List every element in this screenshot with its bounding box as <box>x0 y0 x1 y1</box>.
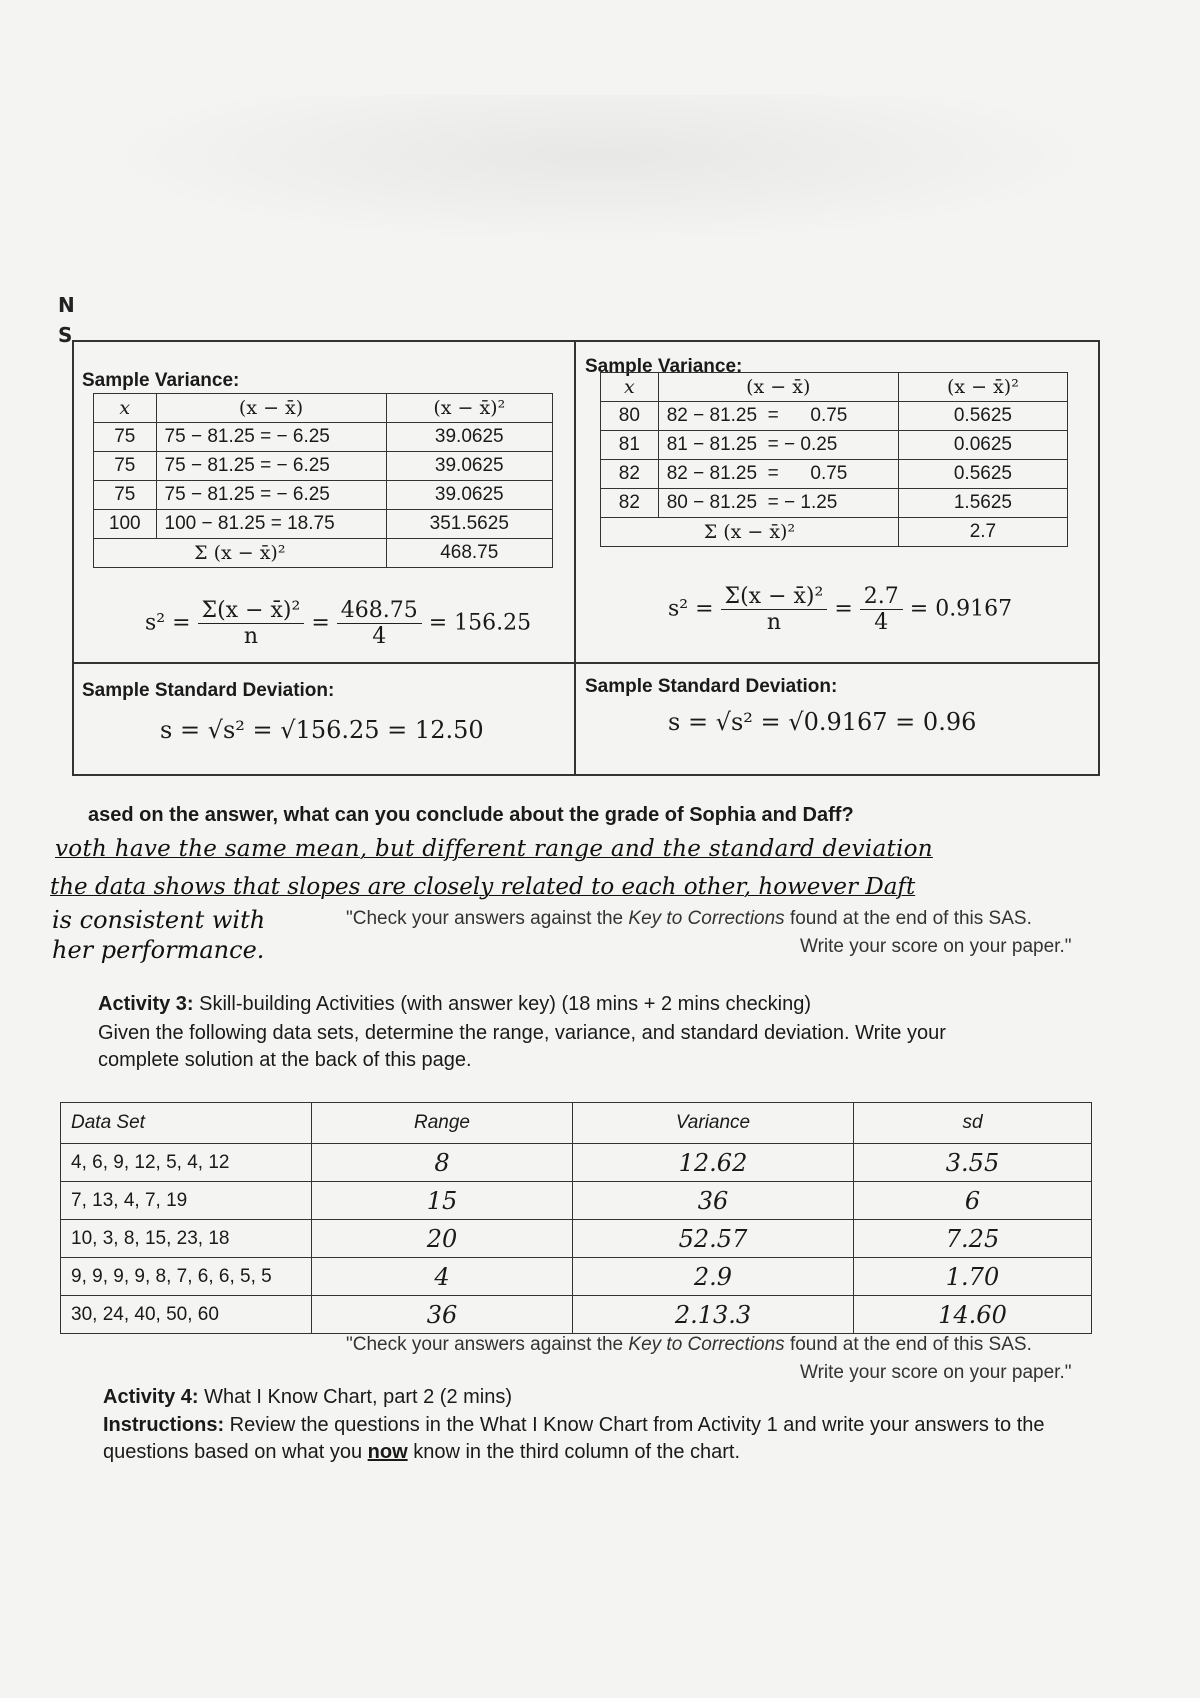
table-row <box>61 1220 1092 1258</box>
right-variance-label: Sample Variance: <box>585 356 743 377</box>
row-divider <box>74 662 1098 664</box>
instruction-text-2b: know in the third column of the chart. <box>407 1441 741 1463</box>
cell-data-set: 7, 13, 4, 7, 19 <box>61 1182 312 1220</box>
header-x: x <box>601 373 659 402</box>
table-row <box>94 510 553 539</box>
cell-deviation: 80 − 81.25 = − 1.25 <box>658 489 898 518</box>
cell-variance-answer[interactable]: 2.13.3 <box>573 1296 854 1334</box>
note-text-end: found at the end of this SAS. <box>784 908 1032 929</box>
header-data-set: Data Set <box>61 1103 312 1144</box>
cell-squared: 0.0625 <box>898 431 1067 460</box>
note-text: "Check your answers against the <box>346 908 629 929</box>
formula-fraction <box>198 598 305 649</box>
handwritten-answer-line-4: her performance. <box>52 936 265 964</box>
cell-deviation: 75 − 81.25 = − 6.25 <box>156 481 386 510</box>
cell-data-set: 4, 6, 9, 12, 5, 4, 12 <box>61 1144 312 1182</box>
cell-variance-answer[interactable]: 12.62 <box>573 1144 854 1182</box>
instruction-line-2 <box>103 1439 1045 1466</box>
left-sd-formula: s = √s² = √156.25 = 12.50 <box>160 716 484 744</box>
cell-deviation: 82 − 81.25 = 0.75 <box>658 460 898 489</box>
formula-result: = 0.9167 <box>909 596 1013 622</box>
cell-squared: 1.5625 <box>898 489 1067 518</box>
cell-squared: 39.0625 <box>386 423 552 452</box>
table-row <box>601 489 1068 518</box>
table-sum-row <box>601 518 1068 547</box>
table-row <box>61 1258 1092 1296</box>
header-variance: Variance <box>573 1103 854 1144</box>
cell-range-answer[interactable]: 8 <box>312 1144 573 1182</box>
left-variance-formula <box>145 598 531 649</box>
cell-x: 75 <box>94 452 157 481</box>
column-divider <box>574 342 576 774</box>
right-sd-formula: s = √s² = √0.9167 = 0.96 <box>668 708 977 736</box>
activity-4-title <box>103 1386 512 1409</box>
faded-header-area <box>90 95 1110 245</box>
cell-data-set: 10, 3, 8, 15, 23, 18 <box>61 1220 312 1258</box>
instructions-label: Instructions: <box>103 1414 225 1436</box>
cell-squared: 39.0625 <box>386 452 552 481</box>
sum-value: 2.7 <box>898 518 1067 547</box>
cell-deviation: 75 − 81.25 = − 6.25 <box>156 452 386 481</box>
header-x: x <box>94 394 157 423</box>
note-emphasis: Key to Corrections <box>628 908 785 929</box>
formula-equals: = <box>311 610 330 636</box>
right-variance-table <box>600 372 1068 547</box>
fraction-numerator: Σ(x − x̄)² <box>721 584 828 610</box>
formula-lhs: s² = <box>145 610 191 636</box>
header-sd: sd <box>854 1103 1092 1144</box>
formula-lhs: s² = <box>668 596 714 622</box>
activity-3-label: Activity 3: <box>98 993 194 1015</box>
cell-x: 75 <box>94 423 157 452</box>
header-deviation: (x − x̄) <box>156 394 386 423</box>
cell-range-answer[interactable]: 36 <box>312 1296 573 1334</box>
table-header-row <box>601 373 1068 402</box>
handwritten-answer-line-3: is consistent with <box>52 906 266 934</box>
emphasis-now: now <box>367 1441 408 1463</box>
check-answers-note-2 <box>346 1334 1032 1356</box>
cell-deviation: 75 − 81.25 = − 6.25 <box>156 423 386 452</box>
fraction-denominator: n <box>766 610 782 635</box>
handwritten-answer-line-1: voth have the same mean, but different range and the standard deviation <box>55 836 933 862</box>
left-variance-label: Sample Variance: <box>82 370 240 391</box>
score-note-2: Write your score on your paper." <box>800 1362 1072 1383</box>
cell-variance-answer[interactable]: 36 <box>573 1182 854 1220</box>
fraction-numerator-value: 2.7 <box>860 584 903 610</box>
fraction-numerator: Σ(x − x̄)² <box>198 598 305 624</box>
cell-x: 82 <box>601 489 659 518</box>
table-row <box>94 481 553 510</box>
table-sum-row <box>94 539 553 568</box>
activity-3-instructions <box>98 1020 946 1074</box>
formula-result: = 156.25 <box>428 610 532 636</box>
instruction-line-2: complete solution at the back of this page. <box>98 1049 472 1071</box>
conclusion-question: ased on the answer, what can you conclude about the grade of Sophia and Daff? <box>88 804 854 826</box>
score-note-1: Write your score on your paper." <box>800 936 1072 957</box>
check-answers-note-1 <box>346 908 1032 930</box>
cell-squared: 0.5625 <box>898 460 1067 489</box>
cell-range-answer[interactable]: 20 <box>312 1220 573 1258</box>
cell-sd-answer[interactable]: 7.25 <box>854 1220 1092 1258</box>
left-variance-table <box>93 393 553 568</box>
table-row <box>61 1144 1092 1182</box>
table-row <box>61 1296 1092 1334</box>
note-text-end: found at the end of this SAS. <box>784 1334 1032 1355</box>
header-deviation: (x − x̄) <box>658 373 898 402</box>
cell-sd-answer[interactable]: 1.70 <box>854 1258 1092 1296</box>
header-range: Range <box>312 1103 573 1144</box>
cell-data-set: 9, 9, 9, 9, 8, 7, 6, 6, 5, 5 <box>61 1258 312 1296</box>
fraction-denominator-value: 4 <box>874 610 889 635</box>
sum-value: 468.75 <box>386 539 552 568</box>
instruction-text-2a: questions based on what you <box>103 1441 368 1463</box>
edge-letter-s: S <box>58 323 73 347</box>
sum-label: Σ (x − x̄)² <box>601 518 899 547</box>
formula-fraction <box>721 584 828 635</box>
formula-fraction-values <box>860 584 903 635</box>
cell-x: 80 <box>601 402 659 431</box>
table-row <box>94 423 553 452</box>
table-header-row <box>94 394 553 423</box>
table-row <box>601 431 1068 460</box>
cell-sd-answer[interactable]: 14.60 <box>854 1296 1092 1334</box>
formula-equals: = <box>834 596 853 622</box>
cell-x: 81 <box>601 431 659 460</box>
cell-deviation: 100 − 81.25 = 18.75 <box>156 510 386 539</box>
note-text: "Check your answers against the <box>346 1334 629 1355</box>
header-squared: (x − x̄)² <box>386 394 552 423</box>
cell-sd-answer[interactable]: 3.55 <box>854 1144 1092 1182</box>
right-variance-formula <box>668 584 1012 635</box>
activity-3-description: Skill-building Activities (with answer key) (18 mins + 2 mins checking) <box>193 993 812 1015</box>
cell-sd-answer[interactable]: 6 <box>854 1182 1092 1220</box>
fraction-numerator-value: 468.75 <box>337 598 422 624</box>
cell-x: 100 <box>94 510 157 539</box>
table-row <box>601 402 1068 431</box>
skill-building-table <box>60 1102 1092 1334</box>
cell-deviation: 81 − 81.25 = − 0.25 <box>658 431 898 460</box>
cell-x: 82 <box>601 460 659 489</box>
cell-squared: 351.5625 <box>386 510 552 539</box>
fraction-denominator: n <box>243 624 259 649</box>
activity-3-title <box>98 993 811 1016</box>
cell-x: 75 <box>94 481 157 510</box>
instruction-line-1 <box>103 1412 1045 1439</box>
fraction-denominator-value: 4 <box>372 624 387 649</box>
note-emphasis: Key to Corrections <box>628 1334 785 1355</box>
edge-letter-n: N <box>58 293 75 317</box>
cell-squared: 0.5625 <box>898 402 1067 431</box>
sum-label: Σ (x − x̄)² <box>94 539 387 568</box>
cell-variance-answer[interactable]: 2.9 <box>573 1258 854 1296</box>
cell-range-answer[interactable]: 15 <box>312 1182 573 1220</box>
cell-data-set: 30, 24, 40, 50, 60 <box>61 1296 312 1334</box>
activity-4-instructions <box>103 1412 1045 1466</box>
table-row <box>61 1182 1092 1220</box>
cell-squared: 39.0625 <box>386 481 552 510</box>
table-row <box>601 460 1068 489</box>
cell-deviation: 82 − 81.25 = 0.75 <box>658 402 898 431</box>
cell-range-answer[interactable]: 4 <box>312 1258 573 1296</box>
instruction-text-1: Review the questions in the What I Know Chart from Activity 1 and write your answers to the <box>224 1414 1045 1436</box>
header-squared: (x − x̄)² <box>898 373 1067 402</box>
table-row <box>94 452 553 481</box>
formula-fraction-values <box>337 598 422 649</box>
right-sd-label: Sample Standard Deviation: <box>585 676 838 697</box>
instruction-line-1: Given the following data sets, determine the range, variance, and standard deviation. Write your <box>98 1022 946 1044</box>
activity-4-label: Activity 4: <box>103 1386 199 1408</box>
data-table-header <box>61 1103 1092 1144</box>
cell-variance-answer[interactable]: 52.57 <box>573 1220 854 1258</box>
left-sd-label: Sample Standard Deviation: <box>82 680 335 701</box>
handwritten-answer-line-2: the data shows that slopes are closely related to each other, however Daft <box>50 874 916 900</box>
activity-4-description: What I Know Chart, part 2 (2 mins) <box>198 1386 513 1408</box>
